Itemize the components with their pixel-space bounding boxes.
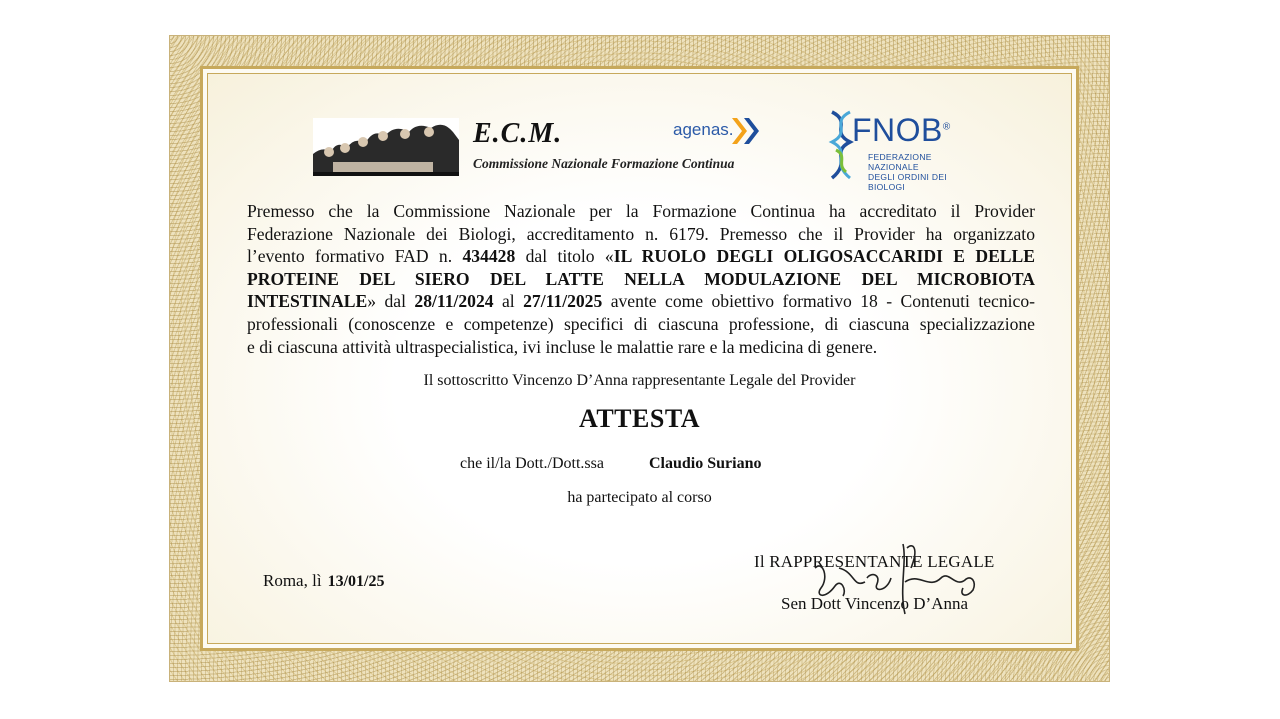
participant-name: Claudio Suriano [649,455,762,472]
place-date [263,571,384,591]
agenas-mark-icon [730,116,760,146]
fnob-subtitle-line2: DEGLI ORDINI DEI BIOLOGI [868,172,947,192]
course-title-part: INTESTINALE [247,291,368,312]
fnob-registered-mark: ® [942,121,951,133]
premise-line: professionali (conoscenze e competenze) specifici di ciascuna professione, di ciascuna specializzazione [247,313,1035,334]
premise-text: al [493,291,524,312]
anatomy-lesson-painting-icon [313,118,459,176]
legal-representative-name: Sen Dott Vincenzo D’Anna [781,594,969,613]
course-title-part: IL RUOLO DEGLI OLIGOSACCARIDI E DELLE [613,246,1036,267]
participation-statement: ha partecipato al corso [567,489,712,506]
premise-text: » dal [367,291,415,312]
fnob-logo [828,108,978,192]
dna-helix-icon [828,110,854,180]
premise-line [247,290,1035,313]
premise-line: Federazione Nazionale dei Biologi, accreditamento n. 6179. Premesso che il Provider ha organizzato [247,223,1035,244]
fnob-word: FNOB [852,112,943,148]
course-title-part: PROTEINE DEL SIERO DEL LATTE NELLA MODULAZIONE DEL MICROBIOTA [247,268,1035,289]
premise-paragraph [247,200,1035,358]
date-to: 27/11/2025 [523,291,603,312]
premise-line: e di ciascuna attività ultraspecialistica, ivi incluse le malattie rare e la medicina di genere. [247,336,878,357]
handwritten-signature [795,538,995,618]
place-label: Roma, lì [263,571,322,590]
premise-line [247,268,1035,291]
fnob-subtitle-line1: FEDERAZIONE NAZIONALE [868,152,932,172]
premise-text: avente come obiettivo formativo 18 - Contenuti tecnico- [602,291,1035,312]
premise-line: Premesso che la Commissione Nazionale per la Formazione Continua ha accreditato il Provider [247,201,1035,221]
legal-representative-title: Il RAPPRESENTANTE LEGALE [754,552,995,571]
fnob-subtitle [868,152,978,192]
event-number: 434428 [462,246,516,267]
date-from: 28/11/2024 [414,291,494,312]
undersigned-statement: Il sottoscritto Vincenzo D’Anna rappresentante Legale del Provider [423,372,856,389]
premise-text: l’evento formativo FAD n. [247,246,463,267]
fnob-wordmark [852,112,951,149]
ecm-subtitle: Commissione Nazionale Formazione Continua [473,156,735,171]
agenas-logo [673,114,763,150]
participant-label: che il/la Dott./Dott.ssa [460,455,604,472]
issue-date: 13/01/25 [327,573,385,590]
premise-line [247,245,1035,268]
premise-text: dal titolo « [515,246,614,267]
attesta-heading: ATTESTA [578,404,701,433]
ecm-title: E.C.M. [473,118,563,149]
agenas-text: agenas. [673,120,734,139]
